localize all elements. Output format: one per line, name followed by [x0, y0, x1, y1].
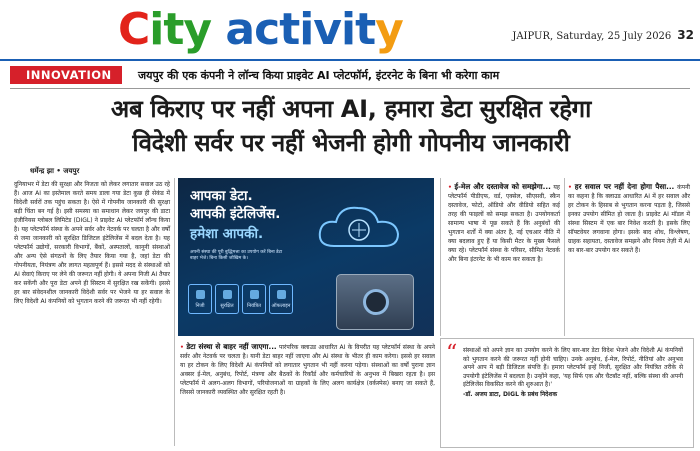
article-bottom-text: [180, 342, 435, 397]
column-divider-2: [440, 178, 441, 336]
feature-icon: निजी: [188, 284, 212, 314]
hero-line-3: हमेशा आपकी.: [190, 226, 264, 242]
hero-line-1: आपका डेटा.: [190, 188, 253, 204]
bottom-body: पारंपरिक क्लाउड आधारित AI के विपरीत यह प्लेटफॉर्म संस्था के अपने सर्वर और नेटवर्क पर चलता है। यानी डेटा बाहर नहीं जाएगा और AI संस्था के भीतर ही काम करेगा। इससे हर सवाल या हर टोकन के लिए विदेशी AI कंपनियों को लगातार भुगतान भी नहीं करना पड़ेगा। संस्थाओं का वर्षों पुराना ज्ञान अक्सर ई-मेल, अनुबंध, रिपोर्ट, मंत्रणा और बैठकों के रिकॉर्ड और कर्मचारियों के अनुभव में बिखरा रहता है। इस प्लेटफॉर्म में अलग-अलग विभागों, परियोजनाओं या ग्राहकों के लिए अलग कार्यक्षेत्र (वर्कस्पेस) बनाए जा सकते हैं, जिससे जानकारी व्यवस्थित और सुरक्षित रहती है।: [180, 344, 435, 396]
page-number: 32: [677, 28, 694, 42]
article-column-4: [568, 182, 690, 255]
quote-attribution: -डॉ. अजय डाटा, DIGL के प्रबंध निदेशक: [463, 390, 558, 398]
subhead-payment: हर सवाल पर नहीं देना होगा पैसा...: [574, 182, 675, 191]
quote-mark-icon: “: [446, 341, 458, 366]
vault-dial: [363, 289, 389, 315]
kicker-line: जयपुर की एक कंपनी ने लॉन्च किया प्राइवेट AI प्लेटफॉर्म, इंटरनेट के बिना भी करेगा काम: [138, 69, 500, 82]
logo-part-2: ity: [149, 4, 226, 55]
quote-box: [440, 338, 694, 448]
quote-text: संस्थाओं को अपने ज्ञान का उपयोग करने के लिए बार-बार डेटा विदेश भेजने और विदेशी AI कंपनियों को भुगतान करने की जरूरत नहीं होनी चाहिए। उनके अनुबंध, ई-मेल, रिपोर्ट, नीतियां और अनुभव अपने आप में बड़ी डिजिटल संपत्ति हैं। हमारा प्लेटफॉर्म इन्हें निजी, सुरक्षित और नियंत्रित तरीके से उपयोगी इंटेलिजेंस में बदलता है। उन्होंने कहा, 'यह सिर्फ एक और चैटबॉट नहीं, बल्कि संस्था की अपनी इंटेलिजेंस विकसित करने की शुरुआत है।': [463, 347, 683, 389]
hero-image: [178, 178, 434, 336]
column-divider-3: [564, 178, 565, 336]
feature-icon: सुरक्षित: [215, 284, 239, 314]
article-column-3: [448, 182, 560, 264]
hero-line-2: आपकी इंटेलिजेंस.: [190, 206, 281, 222]
subhead-email: ई-मेल और दस्तावेज को समझेगा...: [454, 182, 551, 191]
logo-part-3: activit: [225, 4, 376, 55]
logo-part-4: y: [375, 4, 403, 55]
feature-icon: ऑफलाइन: [269, 284, 293, 314]
logo-part-1: C: [118, 4, 150, 55]
bullet-icon: •: [180, 344, 187, 351]
masthead-rule: [0, 59, 700, 61]
vault-safe-icon: [336, 274, 414, 330]
column-divider-1: [174, 178, 175, 446]
bullet-icon: •: [448, 184, 455, 191]
column-3-body: यह प्लेटफॉर्म पीडीएफ, वर्ड, एक्सेल, सीएसवी, स्कैन दस्तावेज, फोटो, ऑडियो और वीडियो सहित कई तरह की फाइलों को समझ सकता है। उपयोगकर्ता सामान्य भाषा में पूछ सकते हैं कि अनुबंधों की भुगतान शर्तों में क्या अंतर है, नई एचआर नीति में क्या बदलाव हुए हैं या किसी मैटर के मुख्य फैसले क्या रहे। प्लेटफॉर्म संस्था के परिसर, सीमित नेटवर्क और बिना इंटरनेट के भी काम कर सकता है।: [448, 184, 560, 263]
section-logo: [118, 4, 403, 56]
dateline-text: JAIPUR, Saturday, 25 July 2026: [512, 31, 672, 42]
byline: धर्मेन्द्र झा • जयपुर: [30, 167, 80, 175]
cloud-brain-icon: [314, 198, 404, 258]
section-kicker: INNOVATION: [10, 66, 122, 84]
headline-1: अब किराए पर नहीं अपना AI, हमारा डेटा सुरक्षित रहेगा: [110, 95, 592, 123]
kicker-divider: [10, 88, 690, 89]
feature-icon: नियंत्रित: [242, 284, 266, 314]
masthead: [0, 0, 700, 62]
dateline: [512, 28, 694, 42]
headline-2: विदेशी सर्वर पर नहीं भेजनी होगी गोपनीय जानकारी: [132, 129, 570, 157]
bullet-icon: •: [568, 184, 575, 191]
hero-note: अपनी संस्था की पूरी बुद्धिमत्ता का उपयोग करें बिना डेटा बाहर भेजे। बिना किसी जोखिम के।: [190, 250, 283, 261]
hero-feature-icons: [188, 284, 298, 328]
subhead-data-stays: डेटा संस्था से बाहर नहीं जाएगा...: [186, 342, 277, 351]
article-column-1: दुनियाभर में डेटा की सुरक्षा और निजता को लेकर लगातार सवाल उठ रहे हैं। आज AI का इस्तेमाल करते समय डाला गया डेटा कुछ ही सेकंड में विदेशी सर्वरों तक पहुंच सकता है। ऐसे में गोपनीय जानकारी की सुरक्षा बड़ी चिंता बन गई है। इसी समस्या का समाधान लेकर जयपुर की डाटा इंजीनियस ग्लोबल लिमिटेड (DIGL) ने प्राइवेट AI प्लेटफॉर्म लॉन्च किया है। यह प्लेटफॉर्म संस्था के अपने सर्वर और नेटवर्क पर चलता है और वर्षों से जमा जानकारी को सुरक्षित डिजिटल इंटेलिजेंस में बदल देता है। यह प्लेटफॉर्म उद्योगों, सरकारी विभागों, बैंकों, अस्पतालों, कानूनी संस्थाओं और अन्य ऐसे संगठनों के लिए तैयार किया गया है, जहां डेटा की गोपनीयता, नियंत्रण और लागत महत्वपूर्ण हैं। इससे मदद से संस्थाओं को AI सेवाएं किराए पर लेने की जरूरत नहीं होगी। ये अपना निजी AI तैयार कर सकेंगी और पूरा डेटा अपने ही सिस्टम में सुरक्षित रख सकेंगी। इससे हर बार संवेदनशील जानकारी विदेशी सर्वर पर भेजने या हर सवाल के लिए विदेशी AI कंपनियों को भुगतान करने की जरूरत भी नहीं रहेगी।: [14, 181, 170, 305]
column-4-body: कंपनी का कहना है कि क्लाउड आधारित AI में हर सवाल और हर टोकन के हिसाब से भुगतान करना पड़ता है, जिससे इनका उपयोग सीमित हो जाता है। प्राइवेट AI मॉडल में संस्था सिस्टम में एक बार निवेश करती है। इसके लिए सॉफ्टवेयर लगवाना होगा। इसके बाद शोध, विश्लेषण, ग्राहक सहायता, दस्तावेज समझने और नियम तेज़ी में AI का बार-बार उपयोग कर सकते हैं।: [568, 184, 690, 254]
